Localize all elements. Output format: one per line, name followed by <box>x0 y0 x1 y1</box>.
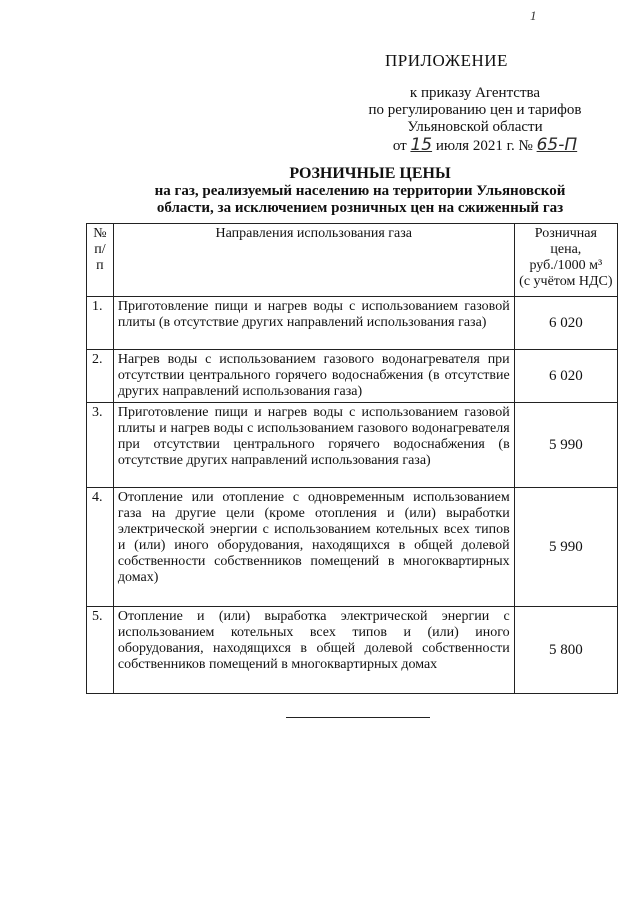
order-reference <box>355 85 595 136</box>
table-row <box>87 350 618 403</box>
row-direction: Отопление или отопление с одновременным использованием газа на другие цели (кроме отопления и (или) выработки электрической энергии с использованием котельных всех типов и (или) иного оборудования, находящихся в общей долевой собственности собственников помещений в многоквартирных домах) <box>113 488 514 607</box>
row-num: 5. <box>87 607 114 694</box>
row-num: 3. <box>87 403 114 488</box>
order-date <box>375 136 595 155</box>
row-num: 4. <box>87 488 114 607</box>
row-num: 2. <box>87 350 114 403</box>
subtitle-line-2: области, за исключением розничных цен на сжиженный газ <box>156 200 564 216</box>
appendix-title: ПРИЛОЖЕНИЕ <box>385 51 508 70</box>
subtitle-line-1: на газ, реализуемый населению на территории Ульяновской <box>154 183 566 199</box>
order-line-2: по регулированию цен и тарифов <box>368 102 582 118</box>
row-price: 5 800 <box>514 607 617 694</box>
row-direction: Нагрев воды с использованием газового водонагревателя при отсутствии центрального горячего водоснабжения (в отсутствие других направлений использования газа) <box>113 350 514 403</box>
date-middle: июля 2021 г. № <box>435 138 533 154</box>
table-row <box>87 297 618 350</box>
row-direction: Отопление и (или) выработка электрической энергии с использованием котельных всех типов и (или) иного оборудования, находящихся в общей долевой собственности собственников помещений в многоквартирных домах <box>113 607 514 694</box>
table-row <box>87 607 618 694</box>
header-price-line-2: руб./1000 м³ <box>529 258 603 273</box>
row-price: 5 990 <box>514 403 617 488</box>
header-price-line-1: Розничная цена, <box>534 226 597 257</box>
row-price: 6 020 <box>514 350 617 403</box>
table-header-row <box>87 224 618 297</box>
row-price: 5 990 <box>514 488 617 607</box>
table-row <box>87 403 618 488</box>
header-price <box>514 224 617 297</box>
price-table <box>86 223 618 694</box>
order-line-3: Ульяновской области <box>407 119 543 135</box>
header-num: № п/п <box>87 224 114 297</box>
header-price-line-3: (с учётом НДС) <box>519 274 613 289</box>
main-title: РОЗНИЧНЫЕ ЦЕНЫ <box>289 165 451 182</box>
row-direction: Приготовление пищи и нагрев воды с использованием газовой плиты (в отсутствие других направлений использования газа) <box>113 297 514 350</box>
row-direction: Приготовление пищи и нагрев воды с использованием газовой плиты и нагрев воды с использованием газового водонагревателя при отсутствии центрального горячего водоснабжения (в отсутствие других направлений использования газа) <box>113 403 514 488</box>
date-prefix: от <box>392 138 407 154</box>
order-number-handwritten: 65-П <box>536 135 578 155</box>
row-num: 1. <box>87 297 114 350</box>
document-title <box>100 165 600 217</box>
page-number-mark: 1 <box>530 8 537 23</box>
order-line-1: к приказу Агентства <box>409 85 541 101</box>
appendix-header <box>355 45 595 155</box>
row-price: 6 020 <box>514 297 617 350</box>
end-of-document-line <box>286 717 430 718</box>
table-row <box>87 488 618 607</box>
date-day-handwritten: 15 <box>410 135 433 155</box>
header-direction: Направления использования газа <box>113 224 514 297</box>
